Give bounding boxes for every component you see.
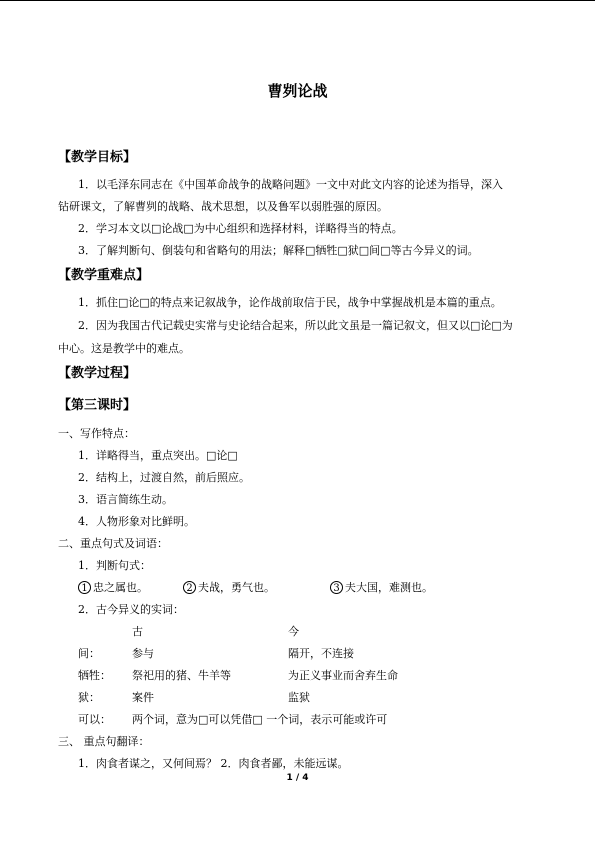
column-ancient: 古 — [132, 625, 143, 638]
judgment-example: 2 夫战，勇气也。 — [183, 579, 275, 595]
table-row-word: 狱： — [78, 691, 100, 704]
goal-line: 2．学习本文以□论战□为中心组织和选择材料，详略得当的特点。 — [78, 222, 403, 235]
circled-number: 1 — [78, 581, 91, 594]
key-heading: 【教学重难点】 — [58, 268, 150, 283]
circled-number: 3 — [330, 581, 343, 594]
key-line: 1．抓住□论□的特点来记叙战争，论作战前取信于民，战争中掌握战机是本篇的重点。 — [78, 296, 502, 309]
list-item: 3．语言简练生动。 — [78, 493, 173, 506]
table-row-modern: 隔开，不连接 — [288, 647, 354, 660]
process-heading: 【教学过程】 — [58, 366, 137, 381]
table-row-word: 间： — [78, 647, 100, 660]
part3-heading: 三、 重点句翻译： — [58, 735, 150, 748]
key-line: 中心。这是教学中的难点。 — [58, 342, 190, 355]
list-item: 2．结构上，过渡自然，前后照应。 — [78, 471, 250, 484]
archaic-label: 2．古今异义的实词： — [78, 603, 184, 616]
list-item: 4．人物形象对比鲜明。 — [78, 515, 195, 528]
table-row-word: 牺牲： — [78, 669, 111, 682]
key-line: 2．因为我国古代记载史实常与史论结合起来，所以此文虽是一篇记叙文，但又以□论□为 — [78, 319, 513, 332]
page-number: 1 / 4 — [286, 773, 309, 783]
part1-heading: 一、写作特点： — [58, 427, 135, 440]
table-row-ancient: 祭祀用的猪、牛羊等 — [132, 669, 231, 682]
page-title: 曹刿论战 — [267, 82, 328, 100]
keyi-explanation: 两个词，意为□可以凭借□ 一个词，表示可能或许可 — [132, 713, 388, 726]
goal-line: 3．了解判断句、倒装句和省略句的用法；解释□牺牲□狱□间□等古今异义的词。 — [78, 244, 479, 257]
keyi-word: 可以： — [78, 713, 111, 726]
table-row-modern: 监狱 — [288, 691, 310, 704]
table-row-ancient: 案件 — [132, 691, 154, 704]
translation-line: 1．肉食者谋之，又何间焉？ 2．肉食者鄙，未能远谋。 — [78, 757, 349, 770]
part2-heading: 二、重点句式及词语： — [58, 537, 168, 550]
header-rule — [0, 0, 595, 1]
list-item: 1．详略得当，重点突出。□论□ — [78, 449, 238, 462]
goal-line: 1．以毛泽东同志在《中国革命战争的战略问题》一文中对此文内容的论述为指导，深入 — [78, 178, 503, 191]
column-modern: 今 — [288, 625, 299, 638]
circled-number: 2 — [183, 581, 196, 594]
goals-heading: 【教学目标】 — [58, 150, 137, 165]
table-row-modern: 为正义事业而舍弃生命 — [288, 669, 398, 682]
table-row-ancient: 参与 — [132, 647, 154, 660]
judgment-label: 1．判断句式： — [78, 559, 151, 572]
goal-line: 钻研课文，了解曹刿的战略、战术思想，以及鲁军以弱胜强的原因。 — [58, 200, 388, 213]
judgment-example: 1 忠之属也。 — [78, 579, 148, 595]
lesson-heading: 【第三课时】 — [58, 398, 137, 413]
judgment-example: 3 夫大国，难测也。 — [330, 579, 433, 595]
